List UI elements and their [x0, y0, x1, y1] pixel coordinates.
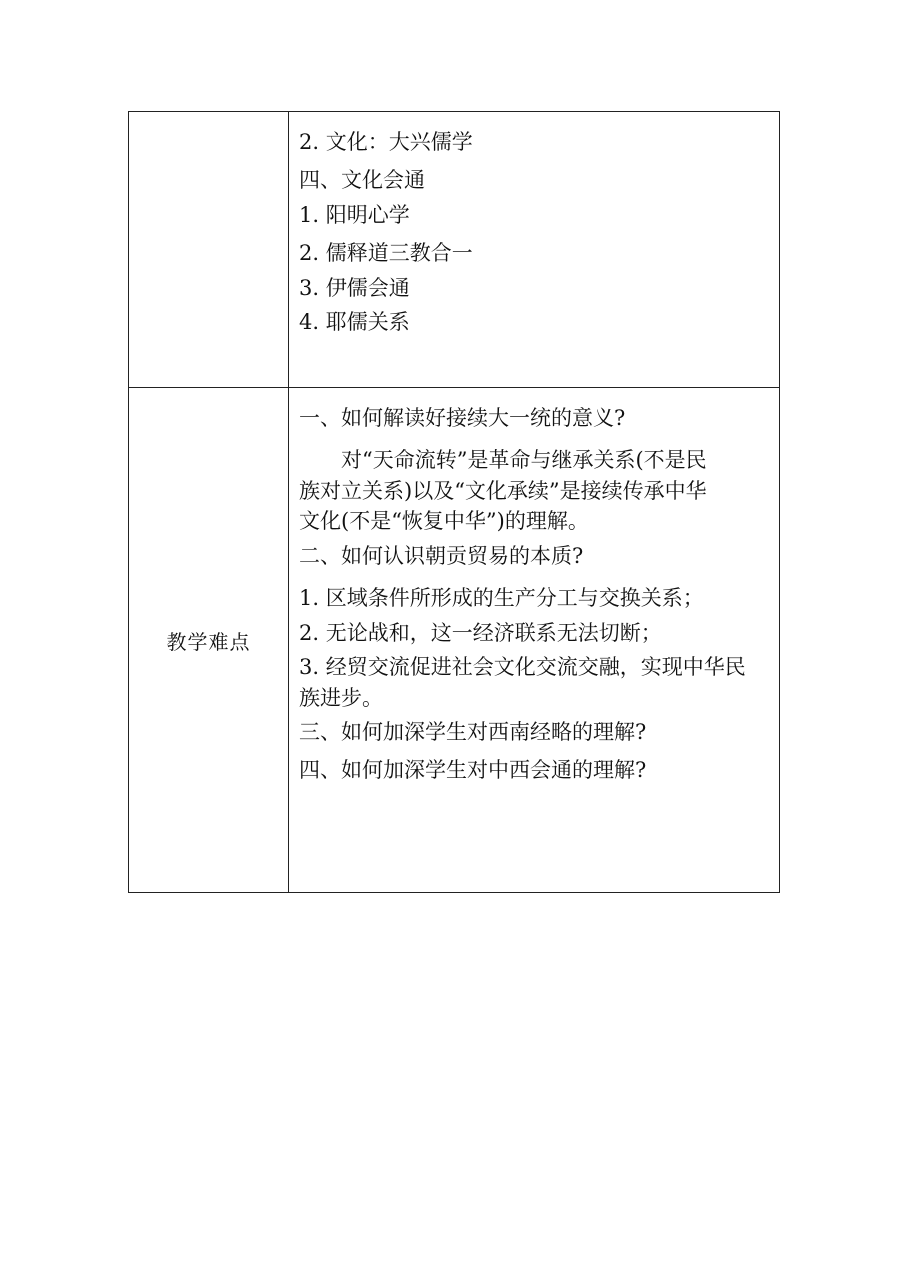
question-heading: 三、如何加深学生对西南经略的理解? [299, 719, 647, 744]
paragraph-line: 文化(不是“恢复中华”)的理解。 [299, 509, 589, 534]
list-item: 1. 区域条件所形成的生产分工与交换关系； [299, 586, 704, 611]
table-row [129, 388, 780, 893]
list-item: 3. 经贸交流促进社会文化交流交融，实现中华民 [299, 655, 746, 680]
content-line: 2. 文化：大兴儒学 [299, 130, 473, 154]
question-heading: 一、如何解读好接续大一统的意义? [299, 406, 626, 430]
list-item: 2. 无论战和，这一经济联系无法切断； [299, 620, 662, 645]
question-heading: 二、如何认识朝贡贸易的本质? [299, 543, 584, 568]
content-cell-difficulties [289, 388, 780, 893]
content-line: 3. 伊儒会通 [299, 275, 410, 300]
content-line: 2. 儒释道三教合一 [299, 241, 473, 266]
list-item-continuation: 族进步。 [299, 685, 383, 710]
paragraph-line: 族对立关系)以及“文化承续”是接续传承中华 [299, 478, 707, 503]
paragraph-line: 对“天命流转”是革命与继承关系(不是民 [341, 448, 707, 473]
content-line: 4. 耶儒关系 [299, 310, 410, 335]
row-label-teaching-difficulties: 教学难点 [129, 388, 289, 893]
content-line: 四、文化会通 [299, 168, 425, 193]
question-heading: 四、如何加深学生对中西会通的理解? [299, 758, 647, 783]
table-row [129, 112, 780, 388]
lesson-plan-table [128, 111, 780, 893]
content-line: 1. 阳明心学 [299, 202, 410, 227]
row-label-empty [129, 112, 289, 388]
content-cell-culture [289, 112, 780, 388]
